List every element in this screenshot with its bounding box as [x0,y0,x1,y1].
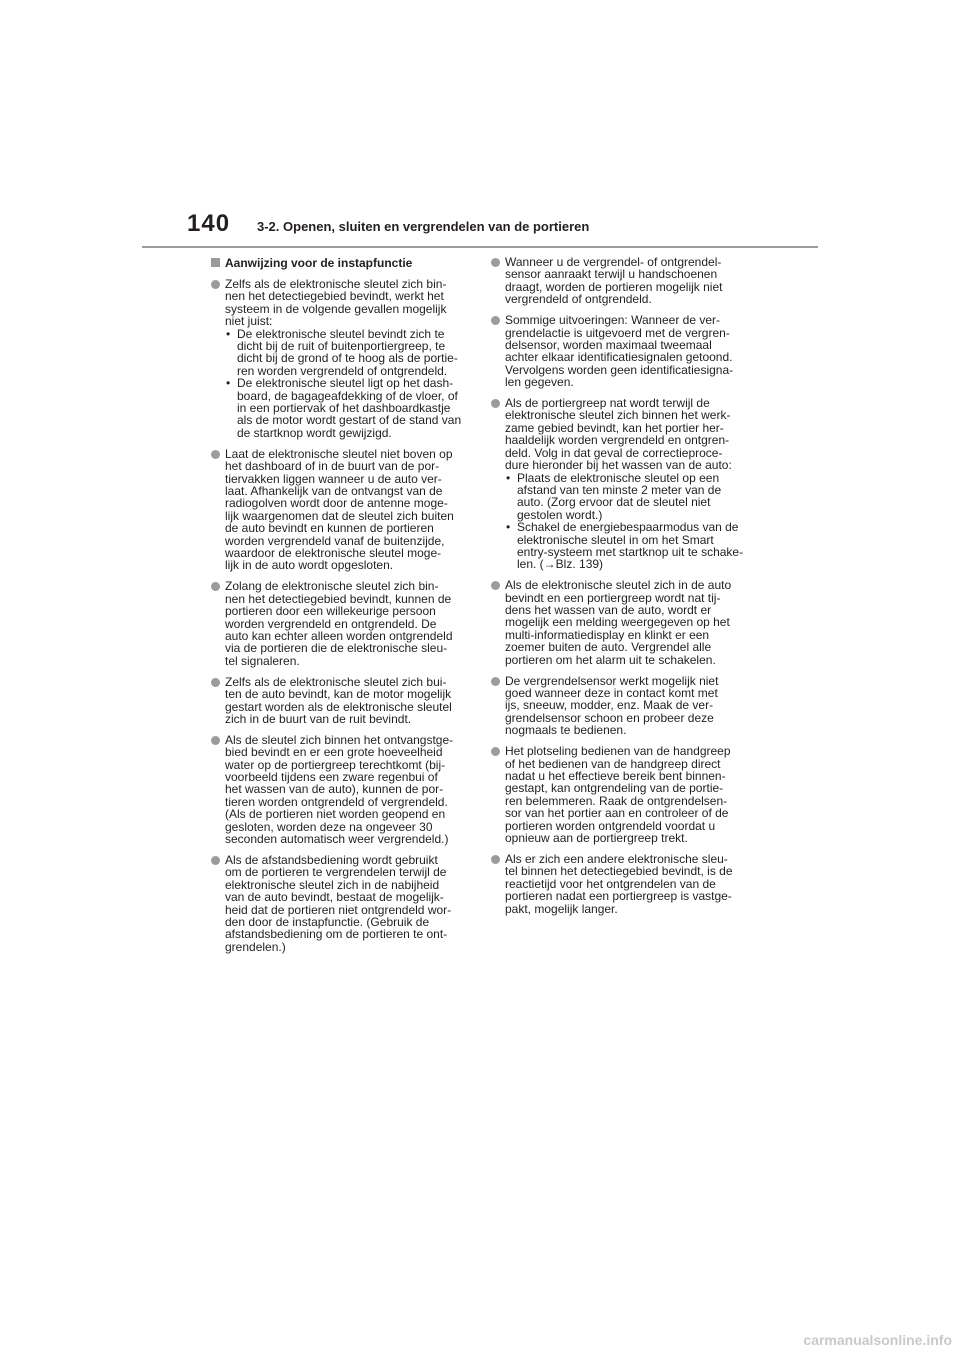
round-bullet-icon [491,316,500,325]
round-bullet-icon [491,581,500,590]
section-heading [211,256,469,270]
right-column [491,256,749,923]
dot-icon: • [506,520,511,535]
watermark: carmanualsonline.info [803,1332,952,1348]
bullet-text: Zelfs als de elektronische sleutel zich bui- ten de auto bevindt, kan de motor mogelijk gestart worden als de elektronische sleutel zich in de buurt van de ruit bevindt. [225,674,452,726]
round-bullet-icon [211,856,220,865]
bullet-item [211,580,469,667]
bullet-text: Zelfs als de elektronische sleutel zich bin- nen het detectiegebied bevindt, werkt het systeem in de volgende gevallen mogelijk niet juist: [225,277,447,329]
section-title: 3-2. Openen, sluiten en vergrendelen van de portieren [257,219,590,234]
bullet-item [211,448,469,572]
bullet-item [491,745,749,844]
round-bullet-icon [491,677,500,686]
bullet-text: Het plotseling bedienen van de handgreep of het bedienen van de handgreep direct nadat u het effectieve bereik bent binnen- gestapt, kan ontgrendeling van de portie- ren belemmeren. Raak de ontgrendelsen- sor van het portier aan en controleer of de portieren worden ontgrendeld voordat u opnieuw aan de portiergreep trekt. [505,744,731,845]
bullet-item [211,734,469,846]
bullet-item [491,256,749,306]
bullet-item [491,397,749,571]
bullet-text: Zolang de elektronische sleutel zich bin- nen het detectiegebied bevindt, kunnen de portieren door een willekeurige persoon worden vergrendeld en ontgrendeld. De auto kan echter alleen worden ontgrendeld via de portieren die de elektronische sleu- tel signaleren. [225,579,453,668]
dot-icon: • [506,470,511,485]
bullet-item [211,278,469,439]
page-header [142,206,818,248]
square-bullet-icon [211,258,220,267]
bullet-text: Sommige uitvoeringen: Wanneer de ver- grendelactie is uitgevoerd met de vergren- delsensor, worden maximaal tweemaal achter elkaar identificatiesignalen getoond. Vervolgens worden geen identificatiesigna- len gegeven. [505,313,734,390]
round-bullet-icon [491,258,500,267]
bullet-text: Laat de elektronische sleutel niet boven op het dashboard of in de buurt van de por- tiervakken liggen wanneer u de auto ver- laat. Afhankelijk van de ontvangst van de radiogolven wordt door de antenne moge- lijk waargenomen dat de sleutel zich buiten de auto bevindt en kunnen de portieren worden vergrendeld vanaf de buitenzijde, waardoor de elektronische sleutel moge- lijk in de auto wordt opgesloten. [225,446,454,573]
round-bullet-icon [211,678,220,687]
page-number: 140 [187,210,231,237]
round-bullet-icon [491,747,500,756]
round-bullet-icon [211,582,220,591]
sub-bullet-item [505,472,749,522]
bullet-text: Als er zich een andere elektronische sleu- tel binnen het detectiegebied bevindt, is de reactietijd voor het ontgrendelen van de portieren nadat een portiergreep is vastge- pakt, mogelijk langer. [505,851,733,916]
round-bullet-icon [211,736,220,745]
sub-bullet-item [225,377,469,439]
bullet-item [211,854,469,953]
sub-bullet-text: Plaats de elektronische sleutel op een afstand van ten minste 2 meter van de auto. (Zorg ervoor dat de sleutel niet gestolen wordt.) [517,470,722,522]
round-bullet-icon [491,855,500,864]
bullet-text: Als de portiergreep nat wordt terwijl de elektronische sleutel zich binnen het werk- zame gebied bevindt, kan het portier her- haaldelijk worden vergrendeld en ontgren- deld. Volg in dat geval de correctieproce- dure hieronder bij het wassen van de auto: [505,396,732,473]
bullet-item [491,853,749,915]
round-bullet-icon [211,450,220,459]
left-column [211,256,469,962]
round-bullet-icon [491,399,500,408]
bullet-text: Als de elektronische sleutel zich in de auto bevindt en een portiergreep wordt nat tij- dens het wassen van de auto, wordt er mogelijk een melding weergegeven op het multi-informatiedisplay en klinkt er een zoemer buiten de auto. Vergrendel alle portieren om het alarm uit te schakelen. [505,578,732,667]
bullet-text: Als de afstandsbediening wordt gebruikt om de portieren te vergrendelen terwijl de elektronische sleutel zich in de nabijheid van de auto bevindt, bestaat de mogelijk- heid dat de portieren niet ontgrendeld wor- den door de instapfunctie. (Gebruik de afstandsbediening om de portieren te ont- grendelen.) [225,852,452,954]
bullet-item [491,675,749,737]
bullet-item [491,314,749,388]
bullet-item [491,579,749,666]
bullet-text: Als de sleutel zich binnen het ontvangstge- bied bevindt en er een grote hoeveelheid water op de portiergreep terechtkomt (bij- voorbeeld tijdens een zware regenbui of het wassen van de auto), kunnen de por- tieren worden ontgrendeld of vergrendeld. (Als de portieren niet worden geopend en gesloten, worden deze na ongeveer 30 seconden automatisch weer vergrendeld.) [225,732,454,847]
sub-bullet-text: Schakel de energiebespaarmodus van de elektronische sleutel in om het Smart entry-systeem met startknop uit te schake- len. (→Blz. 139) [517,520,744,572]
bullet-text: Wanneer u de vergrendel- of ontgrendel- sensor aanraakt terwijl u handschoenen draagt, worden de portieren mogelijk niet vergrendeld of ontgrendeld. [505,255,723,307]
dot-icon: • [226,376,231,391]
bullet-item [211,676,469,726]
sub-bullet-text: De elektronische sleutel ligt op het dash- board, de bagageafdekking of de vloer, of in een portiervak of het dashboardkastje als de motor wordt gestart of de stand van de startknop wordt gewijzigd. [237,376,462,440]
heading-text: Aanwijzing voor de instapfunctie [225,256,413,270]
sub-bullet-text: De elektronische sleutel bevindt zich te dicht bij de ruit of buitenportiergreep, te dicht bij de grond of te hoog als de portie- ren worden vergrendeld of ontgrendeld. [237,326,458,378]
dot-icon: • [226,326,231,341]
sub-bullet-item [505,521,749,571]
bullet-text: De vergrendelsensor werkt mogelijk niet goed wanneer deze in contact komt met ijs, sneeuw, modder, enz. Maak de ver- grendelsensor schoon en probeer deze nogmaals te bedienen. [505,673,719,738]
round-bullet-icon [211,280,220,289]
sub-bullet-item [225,328,469,378]
